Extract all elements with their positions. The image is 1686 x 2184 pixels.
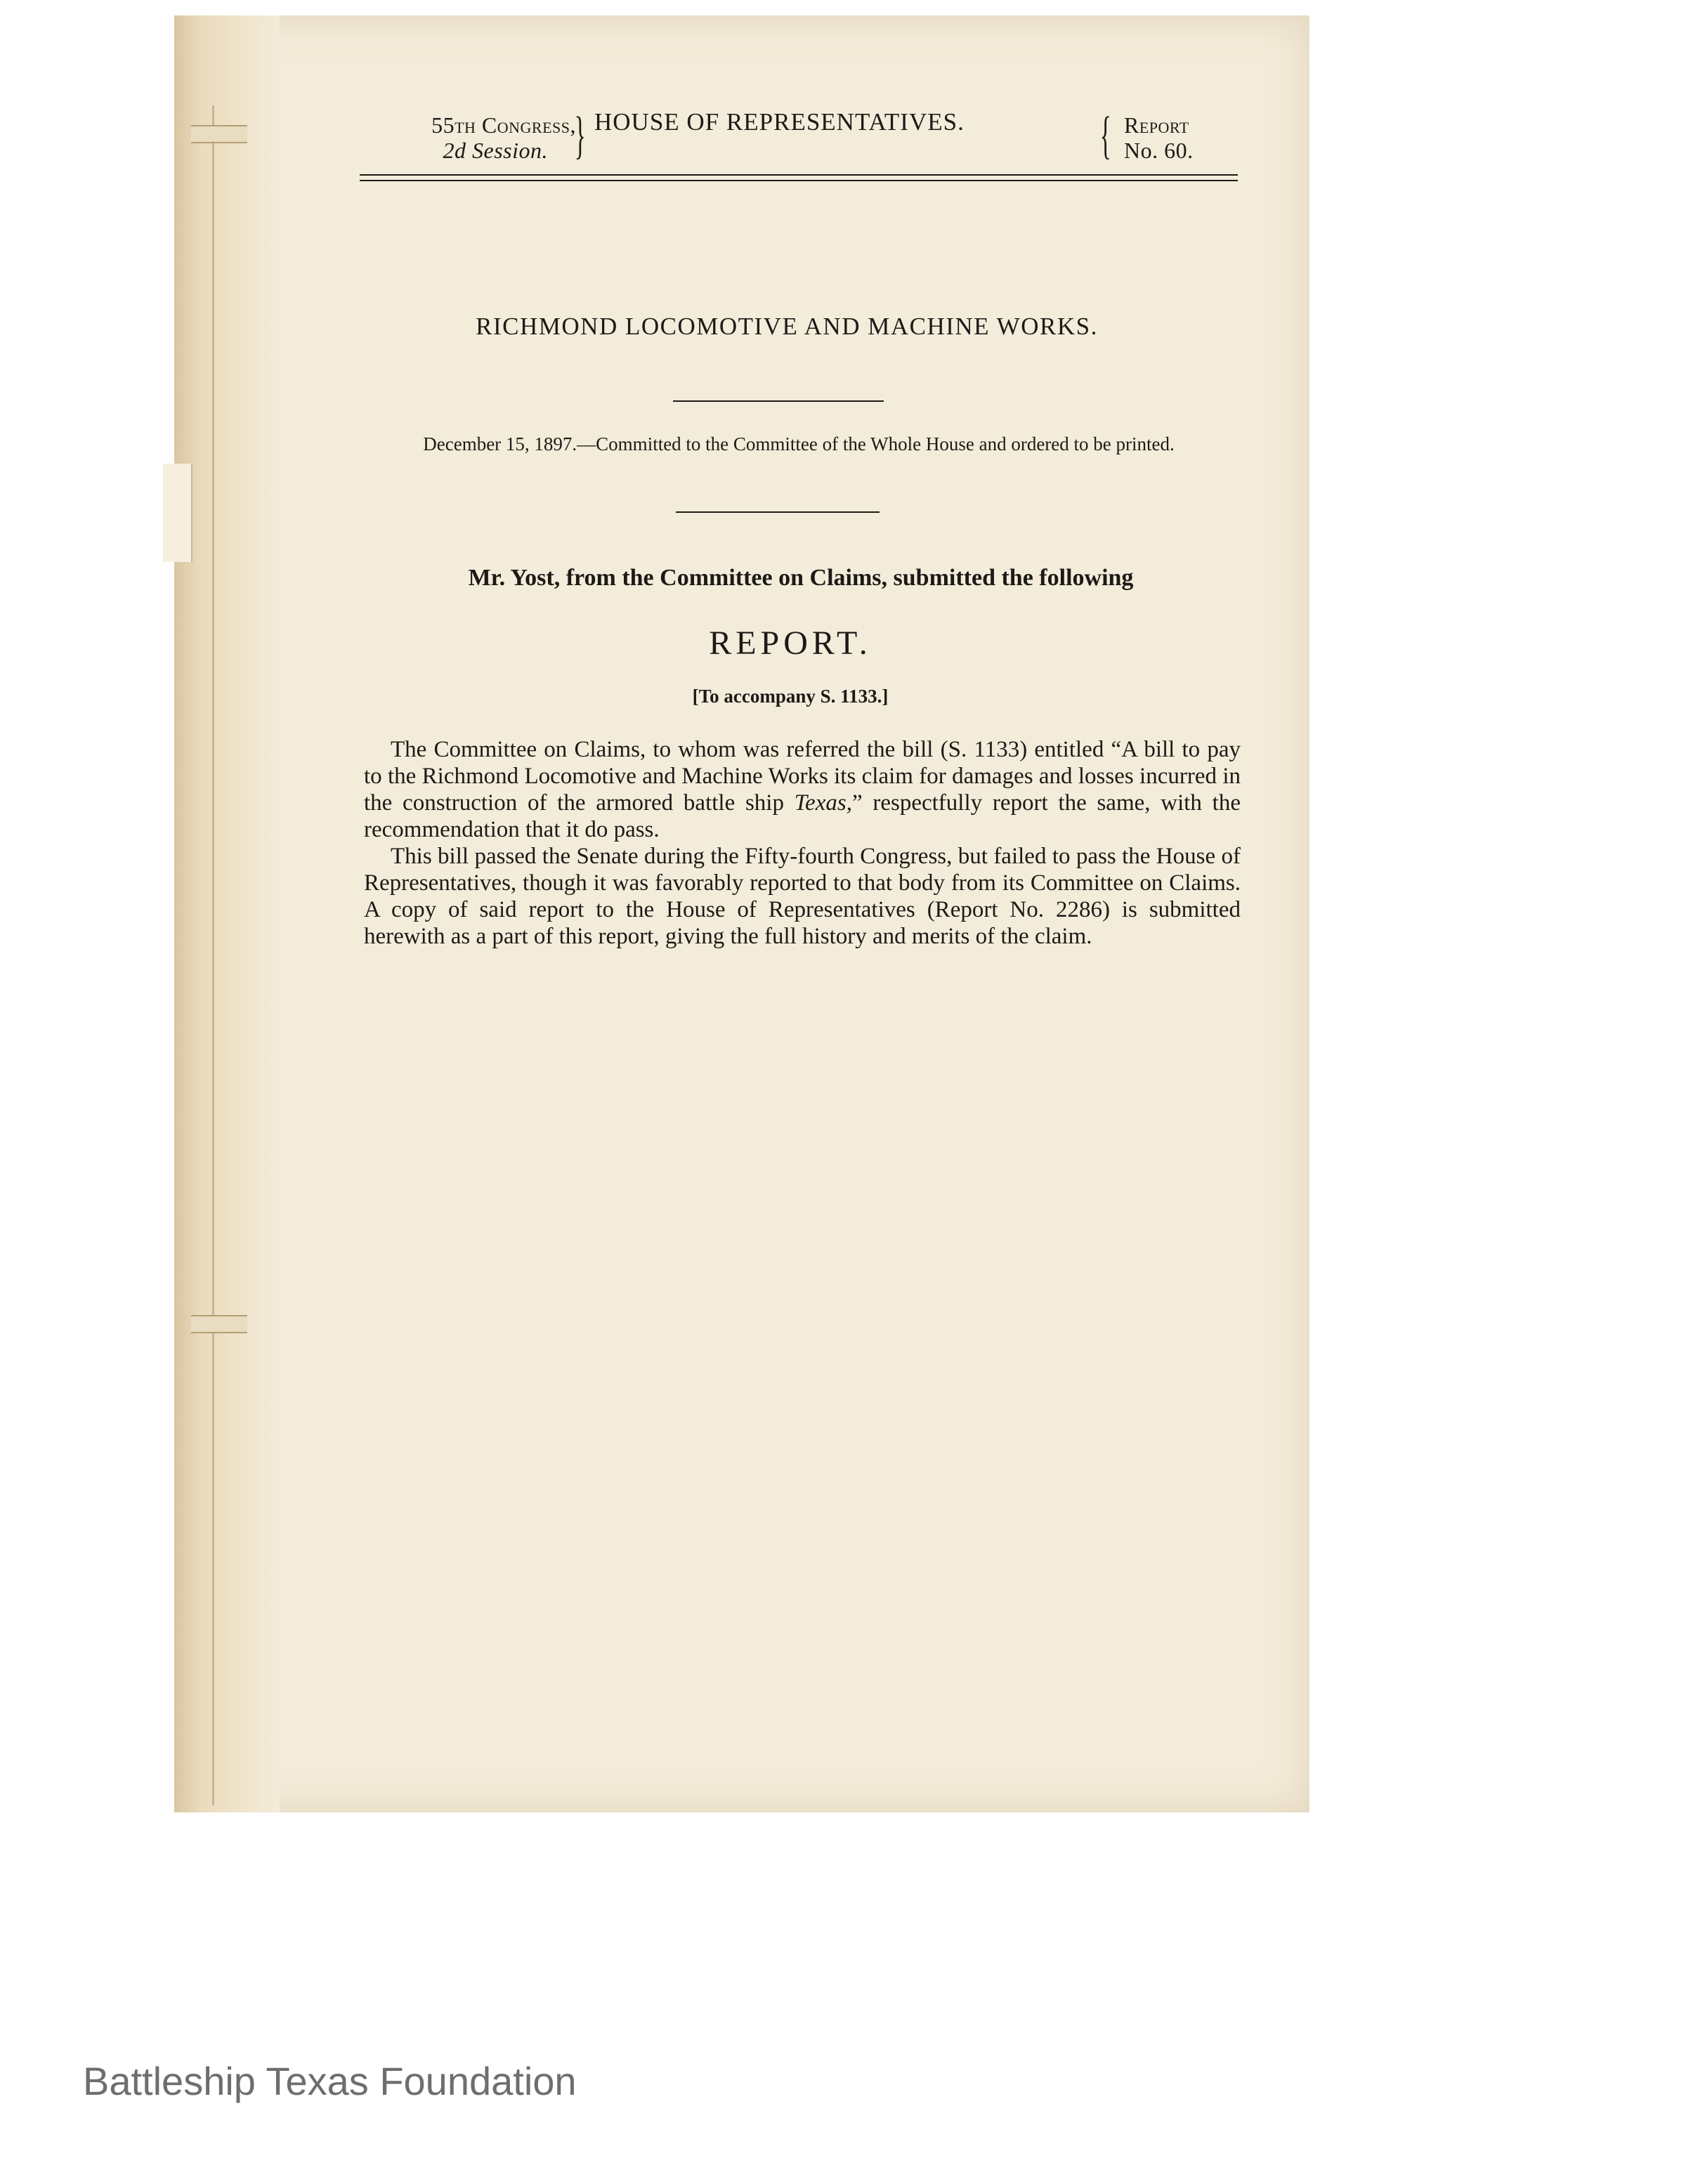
report-label: Report	[1124, 112, 1189, 138]
submitted-line: Mr. Yost, from the Committee on Claims, submitted the following	[468, 565, 1134, 591]
binding-spine	[174, 15, 280, 1812]
binding-stitch	[191, 1315, 247, 1333]
congress-session-block	[358, 112, 576, 163]
congress-label: 55th Congress,	[431, 112, 576, 138]
chamber-heading: HOUSE OF REPRESENTATIVES.	[594, 108, 965, 136]
divider-rule	[673, 400, 884, 402]
report-number-block	[1124, 112, 1236, 163]
report-number: No. 60.	[1124, 138, 1194, 163]
paragraph-text: ” respectfully report the same, with the recommendation that it do pass.	[364, 790, 1241, 842]
accompany-note: [To accompany S. 1133.]	[692, 686, 889, 707]
left-brace-glyph: }	[574, 107, 586, 164]
header-rule	[360, 174, 1238, 176]
document-title: RICHMOND LOCOMOTIVE AND MACHINE WORKS.	[476, 313, 1098, 340]
paper-tear	[163, 464, 192, 562]
binding-stitch	[191, 125, 247, 143]
session-label: 2d Session.	[443, 138, 548, 163]
paragraph-text: The Committee on Claims, to whom was referred the bill (S. 1133) entitled “A bill to pay to the Richmond Locomotive and Machine Works its claim for damages and losses incurred in the construction of the armored battle ship	[364, 737, 1241, 816]
report-body	[364, 736, 1241, 950]
report-heading: REPORT.	[709, 625, 872, 662]
dateline: December 15, 1897.—Committed to the Committee of the Whole House and ordered to be printed.	[423, 433, 1175, 455]
right-brace-glyph: {	[1099, 107, 1111, 164]
header-rule	[360, 180, 1238, 181]
paragraph: This bill passed the Senate during the Fifty-fourth Congress, but failed to pass the House of Representatives, though it was favorably reported to that body from its Committee on Claims. A copy of said report to the House of Representatives (Report No. 2286) is submitted herewith as a part of this report, giving the full history and merits of the claim.	[364, 844, 1241, 949]
divider-rule	[676, 511, 880, 513]
source-credit: Battleship Texas Foundation	[83, 2059, 577, 2103]
paragraph	[364, 736, 1241, 843]
binding-edge	[212, 105, 214, 1805]
ship-name: Texas,	[794, 790, 852, 816]
